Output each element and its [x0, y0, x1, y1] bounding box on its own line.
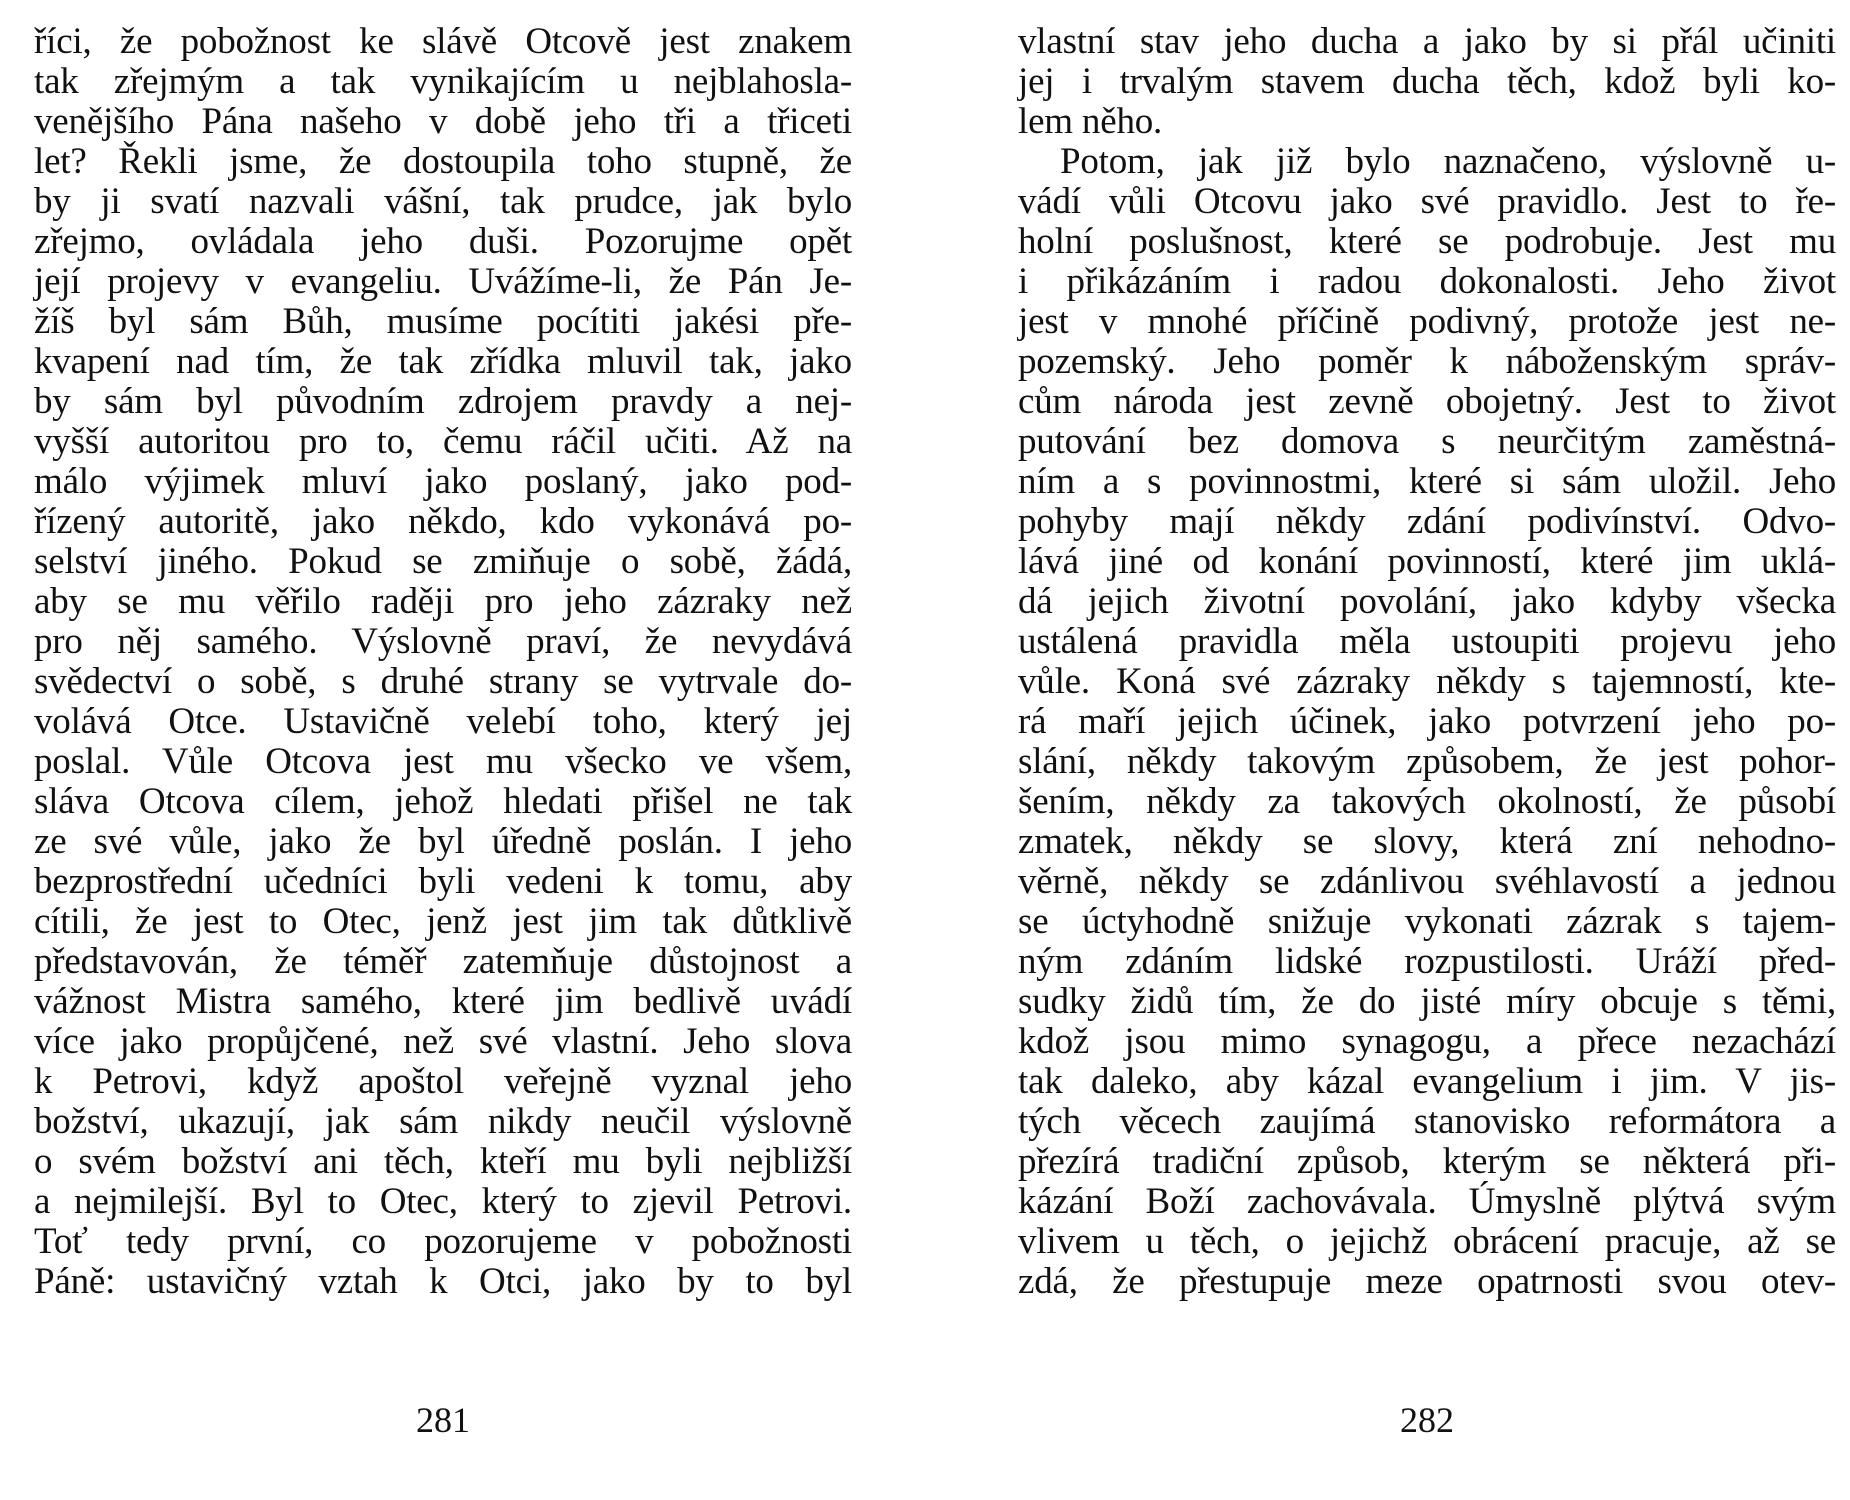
text-line: pozemský. Jeho poměr k náboženským správ-: [1018, 341, 1836, 382]
text-line: lává jiné od konání povinností, které jim uklá-: [1018, 541, 1836, 582]
text-line: cítili, že jest to Otec, jenž jest jim tak důtklivě: [34, 901, 852, 942]
text-line: šením, někdy za takových okolností, že působí: [1018, 781, 1836, 822]
text-line: i přikázáním i radou dokonalosti. Jeho život: [1018, 261, 1836, 302]
text-line: kázání Boží zachovávala. Úmyslně plýtvá svým: [1018, 1181, 1836, 1222]
text-line: se úctyhodně snižuje vykonati zázrak s tajem-: [1018, 901, 1836, 942]
text-line: žíš byl sám Bůh, musíme pocítiti jakési pře-: [34, 301, 852, 342]
text-line: zmatek, někdy se slovy, která zní nehodno-: [1018, 821, 1836, 862]
right-page: [1018, 22, 1836, 1442]
text-line: rá maří jejich účinek, jako potvrzení jeho po-: [1018, 701, 1836, 742]
text-line: Potom, jak již bylo naznačeno, výslovně u-: [1060, 141, 1836, 182]
text-line: Páně: ustavičný vztah k Otci, jako by to byl: [34, 1261, 852, 1302]
text-line: poslal. Vůle Otcova jest mu všecko ve všem,: [34, 741, 852, 782]
text-line: představován, že téměř zatemňuje důstojnost a: [34, 941, 852, 982]
page-number: 282: [1400, 1400, 1454, 1440]
text-line: ním a s povinnostmi, které si sám uložil. Jeho: [1018, 461, 1836, 502]
text-line: sláva Otcova cílem, jehož hledati přišel ne tak: [34, 781, 852, 822]
text-line: více jako propůjčené, než své vlastní. Jeho slova: [34, 1021, 852, 1062]
text-line: její projevy v evangeliu. Uvážíme-li, že Pán Je-: [34, 261, 852, 302]
text-line: let? Řekli jsme, že dostoupila toho stupně, že: [34, 141, 852, 182]
text-line: tých věcech zaujímá stanovisko reformátora a: [1018, 1101, 1836, 1142]
text-line: Toť tedy první, co pozorujeme v pobožnosti: [34, 1221, 852, 1262]
text-line: cům národa jest zevně obojetný. Jest to život: [1018, 381, 1836, 422]
text-line: by ji svatí nazvali vášní, tak prudce, jak bylo: [34, 181, 852, 222]
text-line: svědectví o sobě, s druhé strany se vytrvale do-: [34, 661, 852, 702]
text-line: řízený autoritě, jako někdo, kdo vykonává po-: [34, 501, 852, 542]
text-line: málo výjimek mluví jako poslaný, jako pod-: [34, 461, 852, 502]
text-line: přezírá tradiční způsob, kterým se některá při-: [1018, 1141, 1836, 1182]
text-line: věrně, někdy se zdánlivou svéhlavostí a jednou: [1018, 861, 1836, 902]
text-line: bezprostřední učedníci byli vedeni k tomu, aby: [34, 861, 852, 902]
text-line: říci, že pobožnost ke slávě Otcově jest znakem: [34, 21, 852, 62]
text-line: venějšího Pána našeho v době jeho tři a třiceti: [34, 101, 852, 142]
text-line: tak zřejmým a tak vynikajícím u nejblahosla-: [34, 61, 852, 102]
text-line: jej i trvalým stavem ducha těch, kdož byli ko-: [1018, 61, 1836, 102]
text-line: vyšší autoritou pro to, čemu ráčil učiti. Až na: [34, 421, 852, 462]
text-line: kvapení nad tím, že tak zřídka mluvil tak, jako: [34, 341, 852, 382]
text-line: vlastní stav jeho ducha a jako by si přál učiniti: [1018, 21, 1836, 62]
text-line: dá jejich životní povolání, jako kdyby všecka: [1018, 581, 1836, 622]
text-line: kdož jsou mimo synagogu, a přece nezachází: [1018, 1021, 1836, 1062]
text-line: k Petrovi, když apoštol veřejně vyznal jeho: [34, 1061, 852, 1102]
text-line: vážnost Mistra samého, které jim bedlivě uvádí: [34, 981, 852, 1022]
text-line: lem něho.: [1018, 101, 1163, 142]
text-line: aby se mu věřilo raději pro jeho zázraky než: [34, 581, 852, 622]
text-line: ným zdáním lidské rozpustilosti. Uráží před-: [1018, 941, 1836, 982]
text-line: ustálená pravidla měla ustoupiti projevu jeho: [1018, 621, 1836, 662]
text-line: tak daleko, aby kázal evangelium i jim. V jis-: [1018, 1061, 1836, 1102]
text-line: zřejmo, ovládala jeho duši. Pozorujme opět: [34, 221, 852, 262]
left-page: [34, 22, 852, 1442]
text-line: o svém božství ani těch, kteří mu byli nejbližší: [34, 1141, 852, 1182]
text-line: ze své vůle, jako že byl úředně poslán. I jeho: [34, 821, 852, 862]
right-page-text: [1018, 22, 1836, 1302]
text-line: volává Otce. Ustavičně velebí toho, který jej: [34, 701, 852, 742]
text-line: pro něj samého. Výslovně praví, že nevydává: [34, 621, 852, 662]
text-line: holní poslušnost, které se podrobuje. Jest mu: [1018, 221, 1836, 262]
left-page-text: [34, 22, 852, 1302]
text-line: vlivem u těch, o jejichž obrácení pracuje, až se: [1018, 1221, 1836, 1262]
text-line: sudky židů tím, že do jisté míry obcuje s těmi,: [1018, 981, 1836, 1022]
text-line: by sám byl původním zdrojem pravdy a nej-: [34, 381, 852, 422]
text-line: selství jiného. Pokud se zmiňuje o sobě, žádá,: [34, 541, 852, 582]
page-number: 281: [416, 1400, 470, 1440]
text-line: slání, někdy takovým způsobem, že jest pohor-: [1018, 741, 1836, 782]
text-line: vůle. Koná své zázraky někdy s tajemností, kte-: [1018, 661, 1836, 702]
text-line: jest v mnohé příčině podivný, protože jest ne-: [1018, 301, 1836, 342]
text-line: božství, ukazují, jak sám nikdy neučil výslovně: [34, 1101, 852, 1142]
text-line: a nejmilejší. Byl to Otec, který to zjevil Petrovi.: [34, 1181, 852, 1222]
text-line: vádí vůli Otcovu jako své pravidlo. Jest to ře-: [1018, 181, 1836, 222]
text-line: pohyby mají někdy zdání podivínství. Odvo-: [1018, 501, 1836, 542]
text-line: putování bez domova s neurčitým zaměstná-: [1018, 421, 1836, 462]
text-line: zdá, že přestupuje meze opatrnosti svou otev-: [1018, 1261, 1836, 1302]
